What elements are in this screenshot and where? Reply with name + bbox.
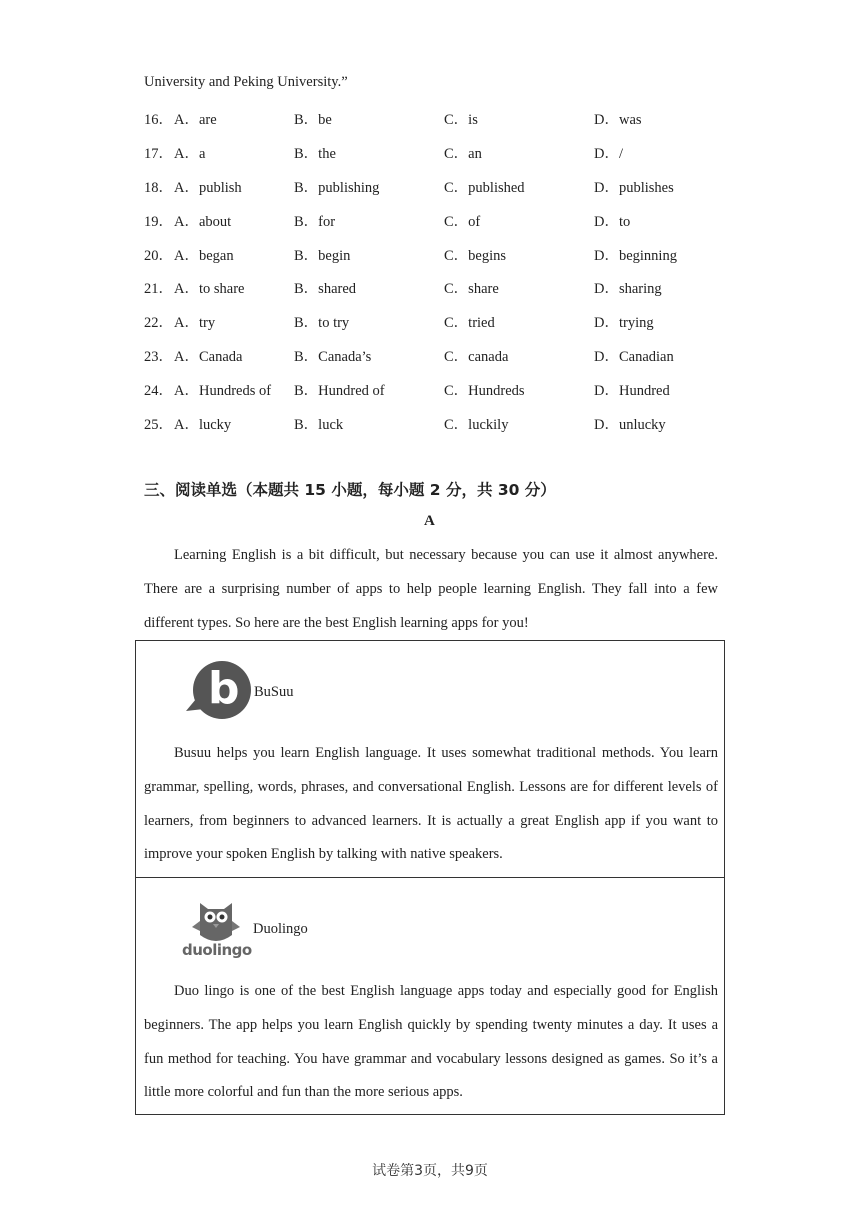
question-row — [144, 413, 744, 433]
duolingo-logo-text: duolingo — [182, 941, 252, 959]
question-row — [144, 176, 744, 196]
option-d: D．/ — [594, 146, 623, 162]
option-c: C．an — [444, 146, 482, 162]
duolingo-owl-icon — [180, 897, 252, 947]
table-divider — [136, 877, 724, 878]
question-row — [144, 277, 744, 297]
busuu-description: Busuu helps you learn English language. It uses somewhat traditional methods. You learn grammar, spelling, words, phrases, and conversational English. Lessons are for different levels of learners, from beginners to advanced learners. It is actually a great English app if you want to improve your spoken English by talking with native speakers. — [144, 745, 718, 863]
option-a: A．Canada — [174, 349, 243, 365]
option-a: A．publish — [174, 180, 242, 196]
question-row — [144, 142, 744, 162]
option-b: B．be — [294, 112, 332, 128]
option-c: C．begins — [444, 248, 507, 264]
duolingo-logo — [180, 897, 252, 963]
option-b: B．Canada’s — [294, 349, 372, 365]
option-a: A．try — [174, 315, 216, 331]
option-c: C．canada — [444, 349, 509, 365]
option-b: B．begin — [294, 248, 351, 264]
option-b: B．shared — [294, 281, 357, 297]
option-d: D．beginning — [594, 248, 677, 264]
question-number: 21． — [144, 281, 173, 297]
option-a: A．about — [174, 214, 232, 230]
question-row — [144, 311, 744, 331]
option-a: A．Hundreds of — [174, 383, 272, 399]
option-d: D．Canadian — [594, 349, 674, 365]
option-c: C．Hundreds — [444, 383, 525, 399]
question-number: 25． — [144, 417, 173, 433]
option-b: B．to try — [294, 315, 350, 331]
option-b: B．for — [294, 214, 336, 230]
question-row — [144, 345, 744, 365]
option-c: C．is — [444, 112, 478, 128]
question-number: 19． — [144, 214, 173, 230]
duolingo-description: Duo lingo is one of the best English language apps today and especially good for English beginners. The app helps you learn English quickly by spending twenty minutes a day. It uses a fun method for teaching. You have grammar and vocabulary lessons designed as games. So it’s a little more colorful and fun than the more serious apps. — [144, 983, 718, 1101]
option-c: C．share — [444, 281, 499, 297]
passage-intro: Learning English is a bit difficult, but necessary because you can use it almost anywhere. There are a surprising number of apps to help people learning English. They fall into a few different types. So here are the best English learning apps for you! — [144, 547, 718, 631]
option-c: C．luckily — [444, 417, 509, 433]
option-b: B．luck — [294, 417, 344, 433]
option-b: B．the — [294, 146, 336, 162]
option-d: D．Hundred — [594, 383, 670, 399]
option-d: D．publishes — [594, 180, 674, 196]
option-c: C．tried — [444, 315, 495, 331]
question-number: 16． — [144, 112, 173, 128]
question-number: 20． — [144, 248, 173, 264]
question-row — [144, 379, 744, 399]
app-name-busuu: BuSuu — [254, 684, 294, 700]
option-d: D．to — [594, 214, 631, 230]
passage-letter: A — [424, 513, 435, 529]
page-footer: 试卷第3页，共9页 — [372, 1163, 488, 1179]
option-d: D．sharing — [594, 281, 662, 297]
option-a: A．a — [174, 146, 206, 162]
question-row — [144, 108, 744, 128]
option-a: A．began — [174, 248, 234, 264]
question-number: 17． — [144, 146, 173, 162]
app-table — [135, 640, 725, 1115]
app-name-duolingo: Duolingo — [253, 921, 308, 937]
question-row — [144, 210, 744, 230]
option-a: A．are — [174, 112, 217, 128]
question-number: 18． — [144, 180, 173, 196]
option-a: A．to share — [174, 281, 245, 297]
option-c: C．published — [444, 180, 525, 196]
option-d: D．trying — [594, 315, 654, 331]
busuu-logo-letter: b — [208, 663, 240, 714]
option-a: A．lucky — [174, 417, 232, 433]
option-d: D．was — [594, 112, 642, 128]
question-number: 22． — [144, 315, 173, 331]
busuu-logo — [184, 659, 252, 723]
section-heading: 三、阅读单选（本题共 15 小题，每小题 2 分，共 30 分） — [144, 481, 556, 499]
question-row — [144, 244, 744, 264]
option-b: B．publishing — [294, 180, 380, 196]
intro-line: University and Peking University.” — [144, 74, 348, 90]
option-b: B．Hundred of — [294, 383, 385, 399]
option-d: D．unlucky — [594, 417, 666, 433]
question-number: 24． — [144, 383, 173, 399]
option-c: C．of — [444, 214, 481, 230]
question-number: 23． — [144, 349, 173, 365]
